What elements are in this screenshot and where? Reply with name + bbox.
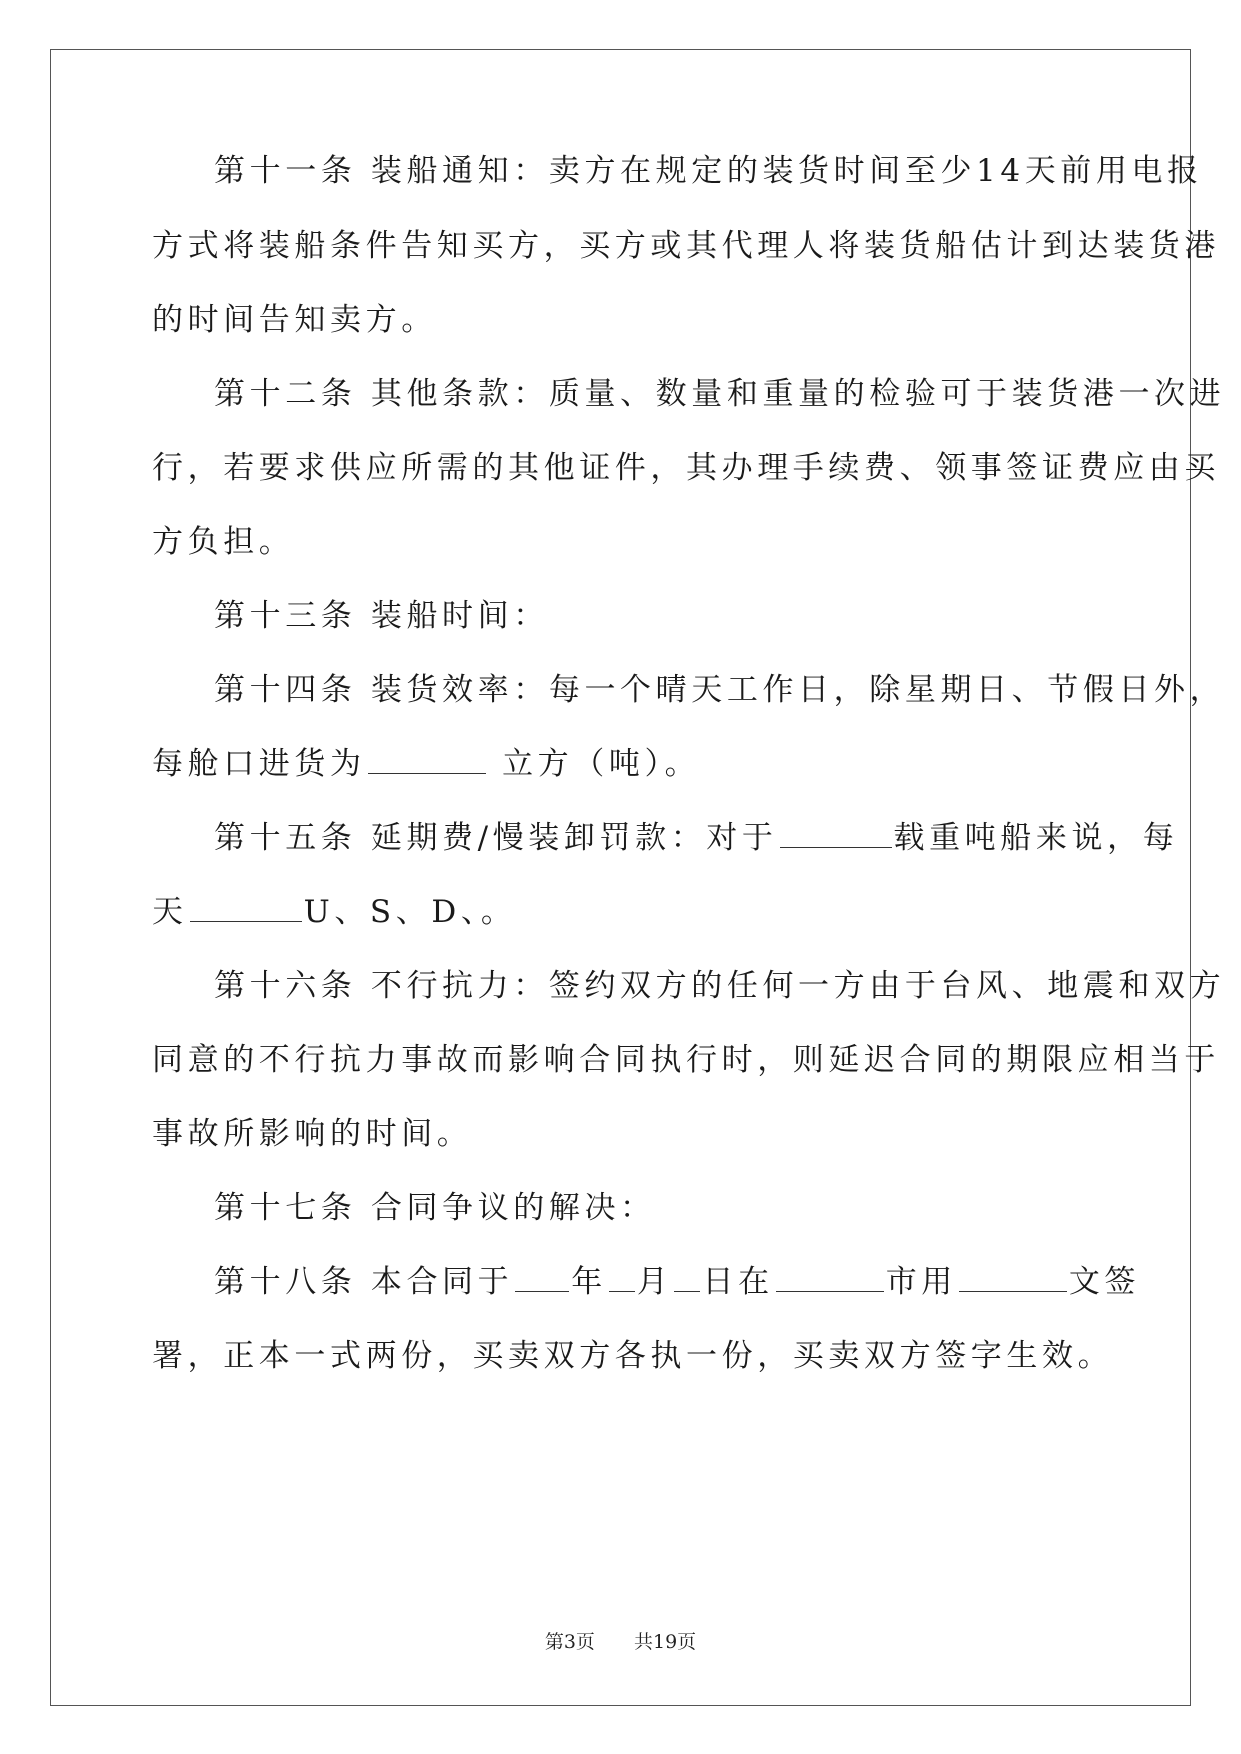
- article-14-line-1: 第十四条 装货效率：每一个晴天工作日，除星期日、节假日外，: [214, 672, 1226, 708]
- fill-blank-language: [959, 1265, 1067, 1292]
- fill-blank-month: [609, 1265, 635, 1292]
- page-border: [50, 49, 1191, 1706]
- article-11-line-1: 第十一条 装船通知：卖方在规定的装货时间至少14天前用电报: [214, 153, 1203, 189]
- article-15-line-2: [152, 894, 517, 930]
- page-number: 第3页: [544, 1631, 595, 1653]
- article-12-line-3: 方负担。: [152, 524, 295, 560]
- article-14-line-2-pre: 每舱口进货为: [152, 746, 366, 782]
- article-14-line-2-post: 立方（吨）。: [487, 746, 701, 782]
- article-18-line-1-f: 文签: [1068, 1264, 1141, 1300]
- article-16-line-1: 第十六条 不行抗力：签约双方的任何一方由于台风、地震和双方: [214, 968, 1226, 1004]
- page-total: 共19页: [634, 1631, 697, 1653]
- article-18-line-1-c: 月: [636, 1264, 673, 1300]
- article-11-line-2: 方式将装船条件告知买方，买方或其代理人将装货船估计到达装货港: [152, 228, 1220, 264]
- article-18-line-1-a: 第十八条 本合同于: [214, 1264, 514, 1300]
- article-18-line-1-d: 日在: [702, 1264, 774, 1300]
- fill-blank-daily-amount: [190, 895, 302, 922]
- article-16-line-2: 同意的不行抗力事故而影响合同执行时，则延迟合同的期限应相当于: [152, 1042, 1220, 1078]
- article-15-line-1: [214, 820, 1178, 856]
- article-13-line-1: 第十三条 装船时间：: [214, 598, 549, 634]
- article-18-line-1-b: 年: [571, 1264, 607, 1300]
- fill-blank-year: [515, 1265, 569, 1292]
- fill-blank-day: [674, 1265, 700, 1292]
- article-15-line-1-pre: 第十五条 延期费/慢装卸罚款：对于: [214, 820, 778, 856]
- fill-blank-city: [776, 1265, 884, 1292]
- fill-blank-tonnage: [780, 821, 892, 848]
- article-18-line-2: 署，正本一式两份，买卖双方各执一份，买卖双方签字生效。: [152, 1338, 1114, 1374]
- article-17-line-1: 第十七条 合同争议的解决：: [214, 1190, 656, 1226]
- article-12-line-2: 行，若要求供应所需的其他证件，其办理手续费、领事签证费应由买: [152, 450, 1220, 486]
- page-footer: [0, 1630, 1241, 1654]
- article-14-line-2: [152, 746, 700, 782]
- article-12-line-1: 第十二条 其他条款：质量、数量和重量的检验可于装货港一次进: [214, 376, 1226, 412]
- article-15-line-2-post: U、S、D、。: [303, 894, 517, 930]
- article-16-line-3: 事故所影响的时间。: [152, 1116, 473, 1152]
- fill-blank-loading-rate: [368, 747, 486, 774]
- article-15-line-1-post: 载重吨船来说，每: [893, 820, 1179, 856]
- article-11-line-3: 的时间告知卖方。: [152, 302, 437, 338]
- article-18-line-1: [214, 1264, 1140, 1300]
- article-18-line-1-e: 市用: [885, 1264, 957, 1300]
- article-15-line-2-pre: 天: [152, 894, 188, 930]
